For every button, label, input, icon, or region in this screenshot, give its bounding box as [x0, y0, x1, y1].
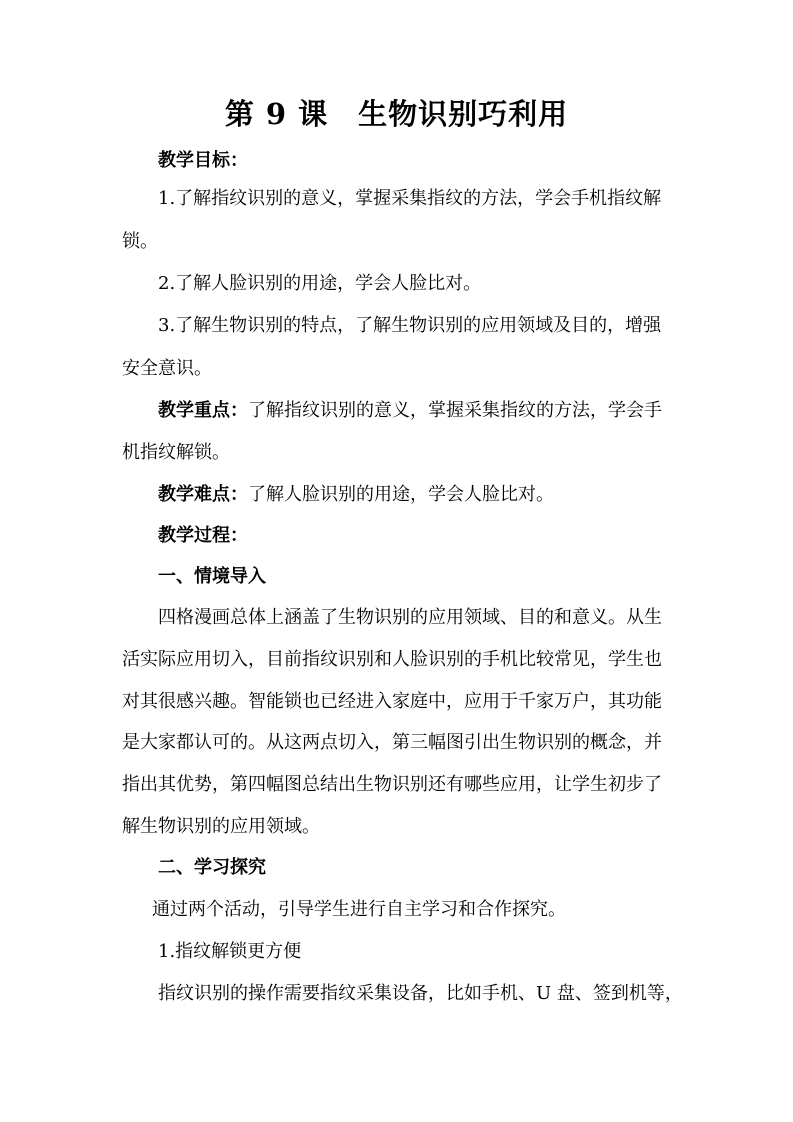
objective-1-line-1: 1.了解指纹识别的意义，掌握采集指纹的方法，学会手机指纹解: [158, 188, 662, 209]
objective-1-line-2: 锁。: [122, 231, 158, 252]
section-1-heading: 一、情境导入: [158, 566, 266, 587]
objective-3-line-1: 3.了解生物识别的特点，了解生物识别的应用领域及目的，增强: [158, 315, 662, 336]
key-points-line-1: [158, 399, 662, 423]
lesson-title: 第 9 课 生物识别巧利用: [224, 97, 569, 131]
objective-2: 2.了解人脸识别的用途，学会人脸比对。: [158, 273, 482, 294]
difficulty-label: 教学难点：: [158, 484, 248, 505]
objective-3-line-2: 安全意识。: [122, 358, 212, 379]
subsection-1-heading: 1.指纹解锁更方便: [158, 941, 302, 962]
difficulty-text: 了解人脸识别的用途，学会人脸比对。: [248, 484, 554, 505]
paragraph-1-line-2: 活实际应用切入，目前指纹识别和人脸识别的手机比较常见，学生也: [122, 649, 662, 670]
paragraph-1-line-5: 指出其优势，第四幅图总结出生物识别还有哪些应用，让学生初步了: [122, 774, 662, 795]
section-2-heading: 二、学习探究: [158, 857, 266, 878]
paragraph-2: 通过两个活动，引导学生进行自主学习和合作探究。: [152, 899, 566, 920]
process-heading: 教学过程：: [158, 525, 248, 546]
paragraph-1-line-4: 是大家都认可的。从这两点切入，第三幅图引出生物识别的概念，并: [122, 732, 662, 753]
key-points-text: 了解指纹识别的意义，掌握采集指纹的方法，学会手: [248, 400, 662, 421]
difficulty-line: [158, 483, 554, 507]
key-points-line-2: 机指纹解锁。: [122, 442, 230, 463]
key-points-label: 教学重点：: [158, 400, 248, 421]
objectives-heading: 教学目标：: [158, 150, 248, 171]
paragraph-3-line-1: 指纹识别的操作需要指纹采集设备，比如手机、U 盘、签到机等，: [158, 983, 683, 1004]
paragraph-1-line-6: 解生物识别的应用领域。: [122, 816, 320, 837]
paragraph-1-line-1: 四格漫画总体上涵盖了生物识别的应用领域、目的和意义。从生: [158, 607, 662, 628]
paragraph-1-line-3: 对其很感兴趣。智能锁也已经进入家庭中，应用于千家万户，其功能: [122, 691, 662, 712]
